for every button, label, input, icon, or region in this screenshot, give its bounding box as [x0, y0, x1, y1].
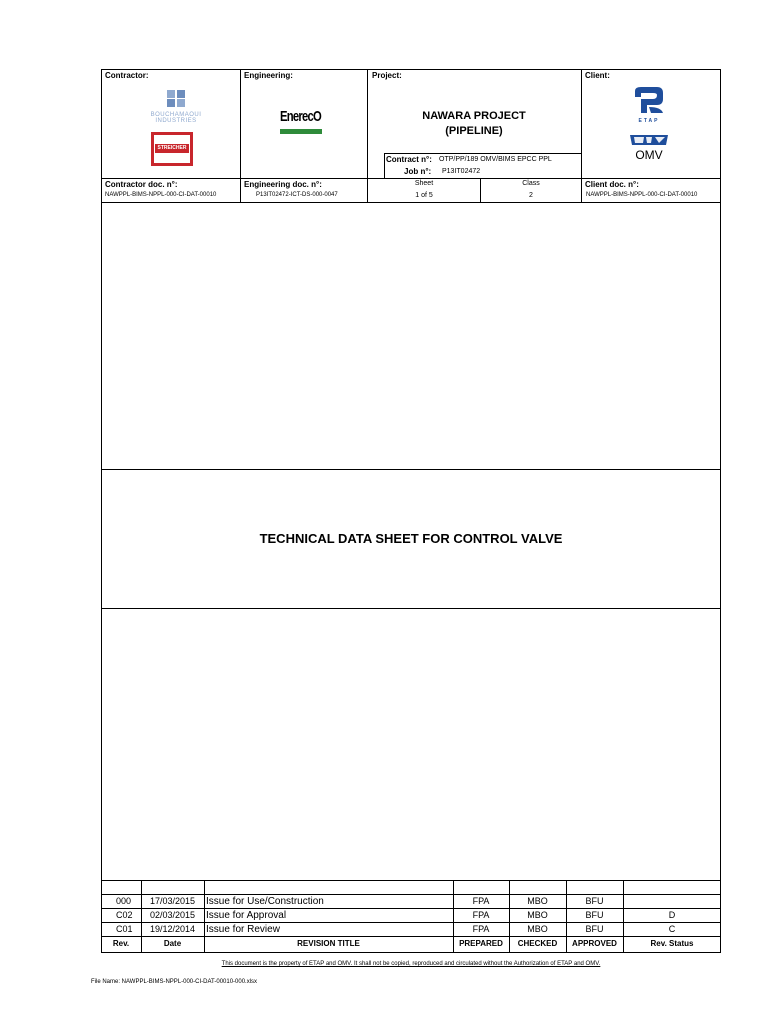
- rev-line-4: [101, 936, 721, 937]
- enereco-logo-text: EnerecO: [280, 108, 322, 125]
- job-label: Job n°:: [404, 167, 432, 176]
- rev-line-0: [101, 880, 721, 881]
- omv-logo-icon: [629, 134, 669, 146]
- class-value: 2: [529, 192, 533, 199]
- header-checked: CHECKED: [517, 939, 558, 948]
- approved-cell: BFU: [585, 924, 604, 934]
- checked-cell: MBO: [527, 896, 548, 906]
- approved-cell: BFU: [585, 910, 604, 920]
- header-rev: Rev.: [112, 939, 130, 948]
- rev-cell: C01: [116, 924, 133, 934]
- title-cell: Issue for Use/Construction: [206, 896, 324, 907]
- prepared-cell: FPA: [472, 924, 490, 934]
- header-date: Date: [163, 939, 182, 948]
- etap-logo-icon: [631, 85, 667, 117]
- prepared-cell: FPA: [472, 896, 490, 906]
- date-cell: 19/12/2014: [149, 924, 196, 934]
- enereco-logo-bar: [280, 129, 322, 134]
- bouchamaoui-logo-text: BOUCHAMAOUI INDUSTRIES: [150, 112, 202, 124]
- client-label: Client:: [585, 71, 610, 80]
- checked-cell: MBO: [527, 924, 548, 934]
- rev-cell: 000: [116, 896, 132, 906]
- title-top-line: [101, 469, 721, 470]
- rev-cell: C02: [116, 910, 133, 920]
- prepared-cell: FPA: [472, 910, 490, 920]
- rev-line-3: [101, 922, 721, 923]
- status-cell: D: [668, 910, 676, 920]
- status-cell: C: [668, 924, 676, 934]
- contract-vline: [384, 153, 385, 178]
- client-doc-value: NAWPPL-BIMS-NPPL-000-CI-DAT-00010: [586, 192, 698, 198]
- sheet-value: 1 of 5: [415, 192, 433, 199]
- project-label: Project:: [372, 71, 402, 80]
- property-notice: This document is the property of ETAP and OMV. It shall not be copied, reproduced and circulated without the Authorization of ETAP and OMV.: [221, 961, 601, 967]
- sheet-label: Sheet: [414, 180, 434, 187]
- engineering-doc-value: P13IT02472-ICT-DS-000-0047: [256, 192, 338, 198]
- client-doc-label: Client doc. n°:: [585, 180, 639, 189]
- docnum-top-line: [101, 178, 721, 179]
- project-title-line2: (PIPELINE): [445, 125, 503, 137]
- contractor-doc-label: Contractor doc. n°:: [105, 180, 178, 189]
- date-cell: 02/03/2015: [149, 910, 196, 920]
- contractor-doc-value: NAWPPL-BIMS-NPPL-000-CI-DAT-00010: [105, 192, 217, 198]
- omv-logo-text: OMV: [635, 148, 663, 162]
- header-approved: APPROVED: [572, 939, 617, 948]
- rev-line-2: [101, 908, 721, 909]
- header-prepared: PREPARED: [459, 939, 503, 948]
- project-title-line1: NAWARA PROJECT: [422, 110, 526, 122]
- header-rev-status: Rev. Status: [650, 939, 694, 948]
- title-cell: Issue for Review: [206, 924, 280, 935]
- etap-logo: [631, 85, 667, 127]
- docnum-bottom-line: [101, 202, 721, 203]
- job-value: P13IT02472: [442, 168, 481, 175]
- header-divider-3: [581, 69, 582, 202]
- header-revision-title: REVISION TITLE: [297, 939, 360, 948]
- checked-cell: MBO: [527, 910, 548, 920]
- rev-line-1: [101, 894, 721, 895]
- title-bottom-line: [101, 608, 721, 609]
- document-title: TECHNICAL DATA SHEET FOR CONTROL VALVE: [259, 531, 563, 546]
- streicher-logo-text: STREICHER: [157, 145, 187, 151]
- date-cell: 17/03/2015: [149, 896, 196, 906]
- enereco-logo: [280, 108, 324, 138]
- contract-value: OTP/PP/189 OMV/BIMS EPCC PPL: [439, 156, 552, 163]
- engineering-doc-label: Engineering doc. n°:: [244, 180, 322, 189]
- contract-label: Contract n°:: [386, 155, 432, 164]
- streicher-logo: [151, 132, 193, 166]
- engineering-label: Engineering:: [244, 71, 293, 80]
- contractor-label: Contractor:: [105, 71, 149, 80]
- contract-line: [384, 153, 581, 154]
- etap-logo-text: ETAP: [638, 118, 660, 124]
- file-name: File Name: NAWPPL-BIMS-NPPL-000-CI-DAT-00010-000.xlsx: [91, 979, 258, 985]
- approved-cell: BFU: [585, 896, 604, 906]
- class-label: Class: [522, 180, 540, 187]
- title-cell: Issue for Approval: [206, 910, 287, 921]
- bouchamaoui-logo: [136, 88, 216, 128]
- header-divider-1: [240, 69, 241, 202]
- omv-logo: [629, 133, 669, 165]
